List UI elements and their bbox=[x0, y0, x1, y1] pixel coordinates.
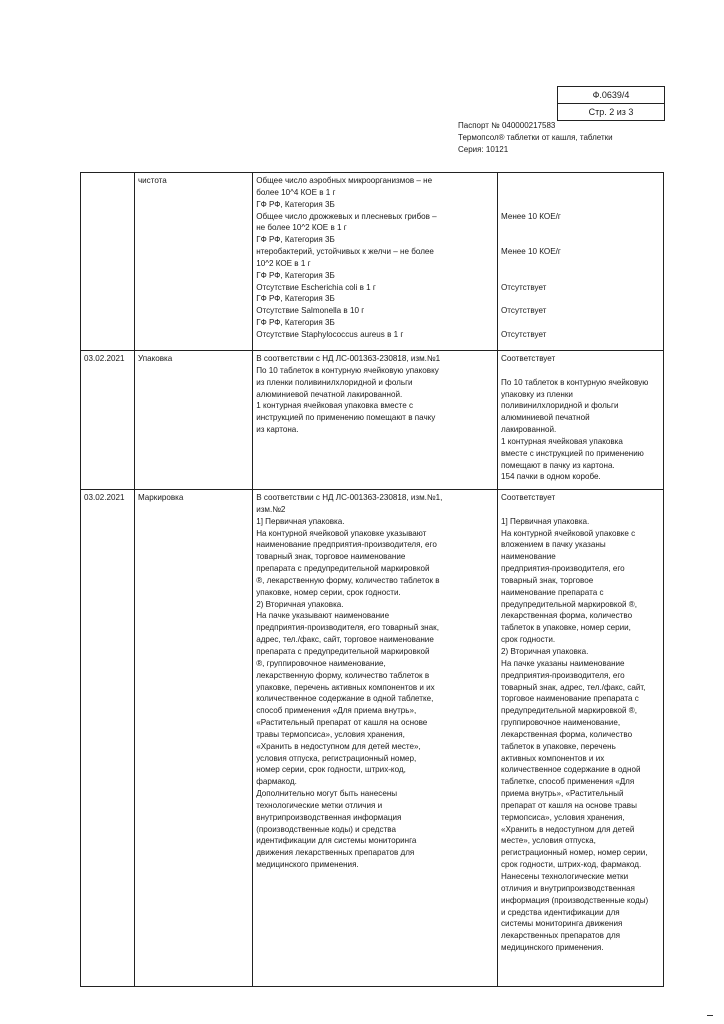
requirement-line: 1 контурная ячейковая упаковка вместе с bbox=[256, 401, 414, 411]
page-number: Стр. 2 из 3 bbox=[558, 103, 664, 120]
requirement-line: медицинского применения. bbox=[256, 860, 359, 870]
result-line: наименование bbox=[501, 552, 556, 562]
table-row bbox=[81, 351, 664, 490]
date-cell bbox=[81, 173, 135, 351]
requirement-line: более 10^4 КОЕ в 1 г bbox=[256, 187, 336, 197]
requirement-line: фармакод. bbox=[256, 777, 297, 787]
series-number: Серия: 10121 bbox=[458, 145, 509, 154]
result-line: срок годности, штрих-код, фармакод. bbox=[501, 860, 642, 870]
requirement-line: препарата с предупредительной маркировкой bbox=[256, 564, 430, 574]
result-line: предприятия-производителя, его bbox=[501, 564, 625, 574]
requirement-line: алюминиевой печатной лакированной. bbox=[256, 389, 403, 399]
requirement-line: упаковке, номер серии, срок годности. bbox=[256, 587, 401, 597]
requirement-line: лекарственную форму, количество таблеток в bbox=[256, 670, 430, 680]
result-line bbox=[501, 222, 660, 234]
result-line: Соответствует bbox=[501, 354, 556, 363]
requirement-line: 1] Первичная упаковка. bbox=[256, 516, 345, 526]
result-line: упаковку из пленки bbox=[501, 389, 573, 399]
requirement-line: препарата с предупредительной маркировкой bbox=[256, 646, 430, 656]
indicator-cell: Маркировка bbox=[134, 490, 252, 987]
result-line bbox=[501, 270, 660, 282]
result-line: Соответствует bbox=[501, 493, 556, 502]
result-line: Менее 10 КОЕ/г bbox=[501, 211, 561, 221]
requirement-line: технологические метки отличия и bbox=[256, 800, 383, 810]
result-line: таблеток в упаковке, номер серии, bbox=[501, 623, 631, 633]
table-row bbox=[81, 490, 664, 987]
result-line: На пачке указаны наименование bbox=[501, 658, 625, 668]
result-line: предупредительной маркировкой ®, bbox=[501, 706, 638, 716]
requirement-line: наименование предприятия-производителя, его bbox=[256, 540, 437, 550]
result-line: активных компонентов и их bbox=[501, 753, 605, 763]
result-line: отличия и внутрипроизводственная bbox=[501, 883, 635, 893]
result-line bbox=[501, 258, 660, 270]
requirement-line: ГФ РФ, Категория 3Б bbox=[256, 294, 335, 304]
requirement-line: На контурной ячейковой упаковке указывают bbox=[256, 528, 427, 538]
result-line: и средства идентификации для bbox=[501, 907, 620, 917]
requirement-line: упаковке, перечень активных компонентов и их bbox=[256, 682, 435, 692]
result-line: алюминиевой печатной bbox=[501, 413, 590, 423]
requirement-line: На пачке указывают наименование bbox=[256, 611, 390, 621]
result-line: торговое наименование препарата с bbox=[501, 694, 639, 704]
requirement-line: не более 10^2 КОЕ в 1 г bbox=[256, 223, 347, 233]
requirement-line: По 10 таблеток в контурную ячейковую упаковку bbox=[256, 365, 439, 375]
result-line bbox=[501, 317, 660, 329]
result-line: 1 контурная ячейковая упаковка bbox=[501, 436, 623, 446]
result-line: товарный знак, адрес, тел./факс, сайт, bbox=[501, 682, 646, 692]
form-code: Ф.0639/4 bbox=[592, 90, 630, 100]
result-line: «Хранить в недоступном для детей bbox=[501, 824, 635, 834]
date-cell: 03.02.2021 bbox=[81, 351, 135, 490]
requirement-line: адрес, тел./факс, сайт, торговое наименование bbox=[256, 635, 434, 645]
requirement-line: 10^2 КОЕ в 1 г bbox=[256, 258, 311, 268]
result-cell bbox=[498, 351, 664, 490]
result-line: На контурной ячейковой упаковке с bbox=[501, 528, 636, 538]
quality-table bbox=[80, 172, 664, 987]
result-line bbox=[501, 234, 660, 246]
result-line: помещают в пачку из картона. bbox=[501, 460, 615, 470]
requirement-line: ®, лекарственную форму, количество таблеток в bbox=[256, 575, 440, 585]
requirement-cell bbox=[253, 490, 498, 987]
result-cell bbox=[498, 173, 664, 351]
passport-number: Паспорт № 040000217583 bbox=[458, 121, 556, 130]
requirement-line: ®, группировочное наименование, bbox=[256, 658, 386, 668]
requirement-line: ГФ РФ, Категория 3Б bbox=[256, 235, 335, 245]
result-line: лекарственная форма, количество bbox=[501, 611, 633, 621]
table-row bbox=[81, 173, 664, 351]
result-line: информация (производственные коды) bbox=[501, 895, 649, 905]
requirement-line: травы термопсиса», условия хранения, bbox=[256, 729, 405, 739]
result-line: таблеток в упаковке, перечень bbox=[501, 741, 616, 751]
result-line: товарный знак, торговое bbox=[501, 575, 594, 585]
result-line: группировочное наименование, bbox=[501, 718, 621, 728]
result-line: Отсутствует bbox=[501, 329, 547, 339]
requirement-line: В соответствии с НД ЛС-001363-230818, изм.№1, bbox=[256, 493, 443, 502]
result-line: вложением в пачку указаны bbox=[501, 540, 606, 550]
result-line: количественное содержание в одной bbox=[501, 765, 641, 775]
result-line: вместе с инструкцией по применению bbox=[501, 448, 644, 458]
requirement-line: изм.№2 bbox=[256, 504, 286, 514]
requirement-line: 2) Вторичная упаковка. bbox=[256, 599, 344, 609]
requirement-cell bbox=[253, 351, 498, 490]
result-line: месте», условия отпуска, bbox=[501, 836, 596, 846]
requirement-line: номер серии, срок годности, штрих-код, bbox=[256, 765, 406, 775]
requirement-line: В соответствии с НД ЛС-001363-230818, изм.№1 bbox=[256, 354, 441, 363]
result-line: срок годности. bbox=[501, 635, 556, 645]
requirement-line: нтеробактерий, устойчивых к желчи – не более bbox=[256, 247, 434, 257]
requirement-line: Отсутствие Salmonella в 10 г bbox=[256, 306, 365, 316]
requirement-line: Отсутствие Escherichia coli в 1 г bbox=[256, 282, 376, 292]
date-cell: 03.02.2021 bbox=[81, 490, 135, 987]
result-line: Нанесены технологические метки bbox=[501, 872, 629, 881]
result-line: лекарственная форма, количество bbox=[501, 729, 633, 739]
requirement-line: ГФ РФ, Категория 3Б bbox=[256, 318, 335, 328]
requirement-line: инструкцией по применению помещают в пачку bbox=[256, 413, 436, 423]
passport-header bbox=[458, 120, 613, 156]
result-line: 2) Вторичная упаковка. bbox=[501, 646, 589, 656]
requirement-line: из пленки поливинилхлоридной и фольги bbox=[256, 377, 413, 387]
requirement-line: товарный знак, торговое наименование bbox=[256, 552, 406, 562]
result-line bbox=[501, 504, 660, 516]
requirement-line: условия отпуска, регистрационный номер, bbox=[256, 753, 417, 763]
requirement-line: предприятия-производителя, его товарный знак, bbox=[256, 623, 439, 633]
requirement-line: Общее число дрожжевых и плесневых грибов – bbox=[256, 211, 437, 221]
result-line: системы мониторинга движения bbox=[501, 919, 623, 929]
requirement-line: внутрипроизводственная информация bbox=[256, 812, 402, 822]
requirement-line: ГФ РФ, Категория 3Б bbox=[256, 199, 335, 209]
form-code-box bbox=[557, 86, 665, 121]
product-name: Термопсол® таблетки от кашля, таблетки bbox=[458, 133, 613, 142]
requirement-line: из картона. bbox=[256, 425, 299, 435]
result-line: 154 пачки в одном коробе. bbox=[501, 472, 601, 482]
result-line: 1] Первичная упаковка. bbox=[501, 516, 590, 526]
requirement-line: (производственные коды) и средства bbox=[256, 824, 396, 834]
result-line: таблетке, способ применения «Для bbox=[501, 777, 635, 787]
result-line bbox=[501, 187, 660, 199]
result-line: медицинского применения. bbox=[501, 943, 604, 953]
requirement-line: «Растительный препарат от кашля на основе bbox=[256, 718, 428, 728]
requirement-line: идентификации для системы мониторинга bbox=[256, 836, 417, 846]
result-cell bbox=[498, 490, 664, 987]
result-line: лекарственных препаратов для bbox=[501, 931, 621, 941]
result-line bbox=[501, 293, 660, 305]
requirement-line: Дополнительно могут быть нанесены bbox=[256, 789, 398, 799]
result-line: Отсутствует bbox=[501, 282, 547, 292]
result-line: поливинилхлоридной и фольги bbox=[501, 401, 619, 411]
result-line: препарат от кашля на основе травы bbox=[501, 800, 637, 810]
result-line: регистрационный номер, номер серии, bbox=[501, 848, 648, 858]
result-line: лакированной. bbox=[501, 425, 557, 435]
result-line: термопсиса», условия хранения, bbox=[501, 812, 625, 822]
corner-mark bbox=[707, 1015, 713, 1020]
result-line: По 10 таблеток в контурную ячейковую bbox=[501, 377, 649, 387]
requirement-line: способ применения «Для приема внутрь», bbox=[256, 706, 417, 716]
indicator-cell: чистота bbox=[134, 173, 252, 351]
requirement-line: движения лекарственных препаратов для bbox=[256, 848, 415, 858]
result-line bbox=[501, 175, 660, 187]
requirement-line: Отсутствие Staphylococcus aureus в 1 г bbox=[256, 329, 404, 339]
result-line: Отсутствует bbox=[501, 306, 547, 316]
requirement-line: ГФ РФ, Категория 3Б bbox=[256, 270, 335, 280]
result-line: приема внутрь», «Растительный bbox=[501, 789, 624, 799]
requirement-line: Общее число аэробных микроорганизмов – не bbox=[256, 176, 433, 185]
requirement-cell bbox=[253, 173, 498, 351]
requirement-line: «Хранить в недоступном для детей месте», bbox=[256, 741, 421, 751]
result-line bbox=[501, 199, 660, 211]
result-line: предупредительной маркировкой ®, bbox=[501, 599, 638, 609]
requirement-line: количественное содержание в одной таблетке, bbox=[256, 694, 434, 704]
indicator-cell: Упаковка bbox=[134, 351, 252, 490]
result-line: Менее 10 КОЕ/г bbox=[501, 247, 561, 257]
result-line: наименование препарата с bbox=[501, 587, 604, 597]
result-line bbox=[501, 365, 660, 377]
result-line: предприятия-производителя, его bbox=[501, 670, 625, 680]
